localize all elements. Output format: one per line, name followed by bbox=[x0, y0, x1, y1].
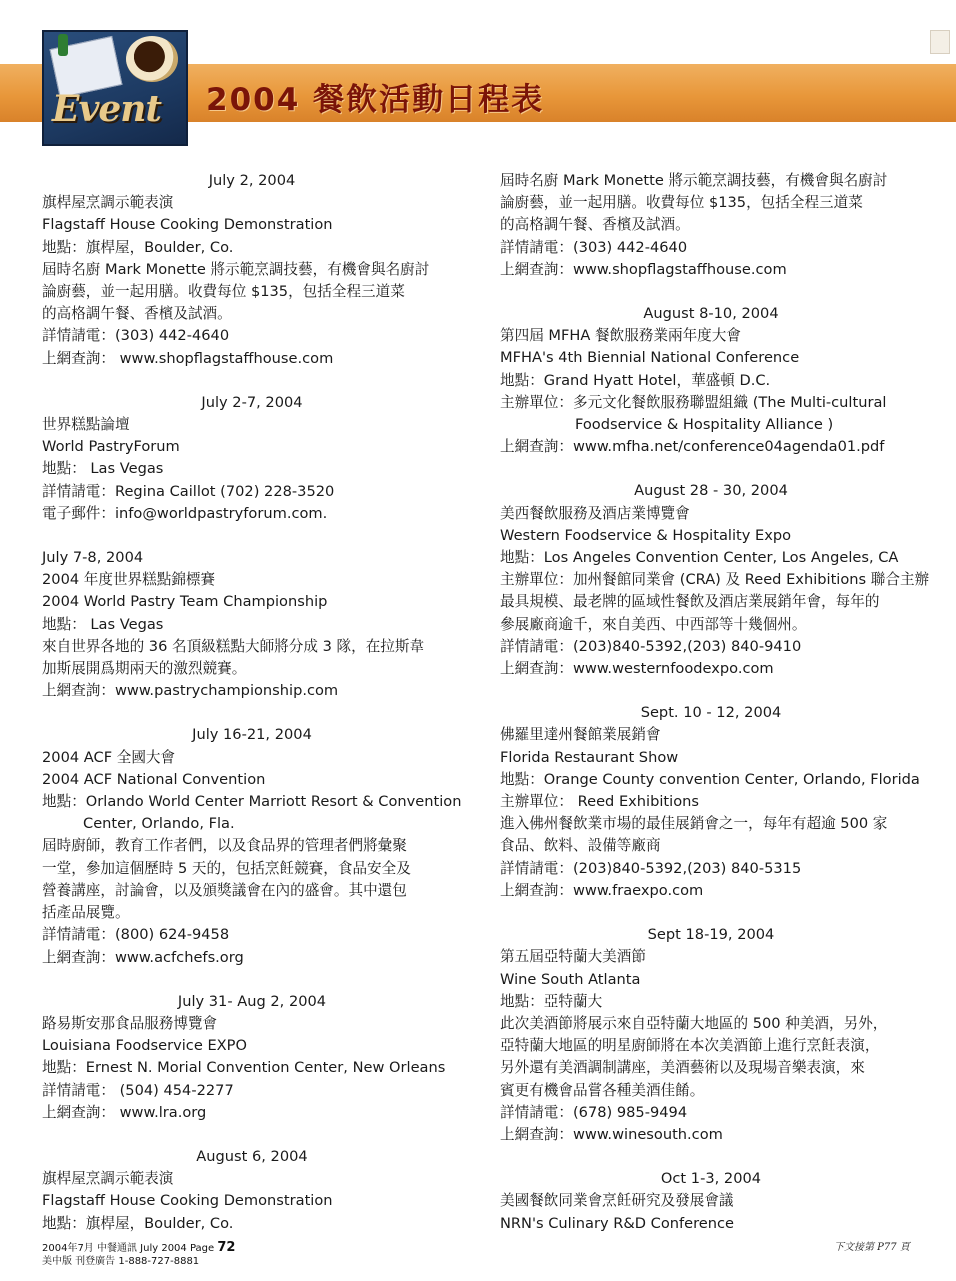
event-line: 賓更有機會品嘗各種美酒佳餚。 bbox=[500, 1081, 705, 1099]
event-line: 上網查詢：www.westernfoodexpo.com bbox=[500, 660, 774, 678]
event-line: 旗桿屋烹調示範表演 bbox=[42, 194, 174, 212]
event-line: 詳情請電：(203)840-5392,(203) 840-9410 bbox=[500, 637, 802, 655]
event-line: MFHA's 4th Biennial National Conference bbox=[500, 349, 800, 367]
event-entry bbox=[42, 991, 462, 1124]
event-entry bbox=[500, 1168, 922, 1235]
event-line: 一堂，參加這個歷時 5 天的，包括烹飪競賽，食品安全及 bbox=[42, 859, 411, 877]
event-line: 詳情請電：(203)840-5392,(203) 840-5315 bbox=[500, 859, 802, 877]
event-entry bbox=[500, 170, 922, 281]
event-line: 地點：亞特蘭大 bbox=[500, 992, 603, 1010]
event-entry bbox=[42, 1146, 462, 1235]
event-line: 主辦單位： Reed Exhibitions bbox=[500, 793, 699, 811]
event-line: 地點：Los Angeles Convention Center, Los Angeles, CA bbox=[500, 549, 899, 567]
event-line: 詳情請電： (504) 454-2277 bbox=[42, 1081, 234, 1099]
event-line: 參展廠商逾千，來自美西、中西部等十幾個州。 bbox=[500, 615, 807, 633]
event-line: 上網查詢：www.acfchefs.org bbox=[42, 948, 244, 966]
event-line: 上網查詢：www.shopflagstaffhouse.com bbox=[500, 260, 787, 278]
event-line: 地點：Ernest N. Morial Convention Center, New Orleans bbox=[42, 1059, 446, 1077]
event-line: Flagstaff House Cooking Demonstration bbox=[42, 216, 333, 234]
footer-issue: 2004年7月 中餐通訊 July 2004 Page bbox=[42, 1243, 215, 1254]
event-line: 最具規模、最老牌的區域性餐飲及酒店業展銷年會，每年的 bbox=[500, 593, 880, 611]
event-date: Oct 1-3, 2004 bbox=[660, 1170, 762, 1188]
event-line: 的高格調午餐、香檳及試酒。 bbox=[42, 305, 232, 323]
event-line: 的高格調午餐、香檳及試酒。 bbox=[500, 216, 690, 234]
event-date: August 28 - 30, 2004 bbox=[634, 482, 788, 500]
event-line: 此次美酒節將展示來自亞特蘭大地區的 500 种美酒，另外， bbox=[500, 1014, 888, 1032]
logo-text: Event bbox=[52, 88, 162, 130]
event-entry bbox=[42, 170, 462, 370]
event-entry bbox=[42, 392, 462, 525]
event-line: 旗桿屋烹調示範表演 bbox=[42, 1170, 174, 1188]
event-line: 世界糕點論壇 bbox=[42, 416, 130, 434]
event-line: 屆時廚師，教育工作者們，以及食品界的管理者們將彙聚 bbox=[42, 837, 407, 855]
page-title: 2004 餐飲活動日程表 bbox=[206, 82, 545, 118]
event-line: 上網查詢：www.fraexpo.com bbox=[500, 881, 704, 899]
event-entry bbox=[500, 480, 930, 680]
event-line: 營養講座，討論會，以及頒獎議會在內的盛會。其中還包 bbox=[42, 881, 407, 899]
event-line: 路易斯安那食品服務博覽會 bbox=[42, 1014, 218, 1032]
event-line: 詳情請電：(303) 442-4640 bbox=[500, 238, 688, 256]
event-line: 來自世界各地的 36 名頂級糕點大師將分成 3 隊，在拉斯韋 bbox=[42, 637, 425, 655]
event-line: 地點：Orange County convention Center, Orlando, Florida bbox=[500, 770, 920, 788]
event-line: 地點：Orlando World Center Marriott Resort & Convention bbox=[42, 793, 462, 811]
event-line: 進入佛州餐飲業市場的最佳展銷會之一，每年有超逾 500 家 bbox=[500, 815, 888, 833]
event-line: 上網查詢：www.pastrychampionship.com bbox=[42, 682, 339, 700]
event-line: 上網查詢：www.winesouth.com bbox=[500, 1125, 723, 1143]
event-line: World PastryForum bbox=[42, 438, 180, 456]
event-logo bbox=[42, 30, 188, 146]
event-line: 地點： Las Vegas bbox=[42, 460, 164, 478]
event-date: July 2, 2004 bbox=[208, 172, 296, 189]
event-line: Florida Restaurant Show bbox=[500, 748, 679, 766]
page-edge-mark bbox=[930, 30, 950, 54]
event-line: Louisiana Foodservice EXPO bbox=[42, 1037, 247, 1055]
event-line: 主辦單位：多元文化餐飲服務聯盟組織 (The Multi-cultural bbox=[500, 393, 887, 411]
event-line: 主辦單位：加州餐館同業會 (CRA) 及 Reed Exhibitions 聯合主辦 bbox=[500, 571, 930, 589]
event-date: August 6, 2004 bbox=[196, 1147, 308, 1165]
event-line: 上網查詢： www.lra.org bbox=[42, 1103, 207, 1121]
event-line: 第五屆亞特蘭大美酒節 bbox=[500, 948, 646, 966]
event-entry bbox=[42, 724, 462, 968]
event-line: 食品、飲料、設備等廠商 bbox=[500, 837, 661, 855]
event-date: August 8-10, 2004 bbox=[643, 305, 779, 323]
event-line: 2004 ACF National Convention bbox=[42, 770, 266, 788]
event-line: 屆時名廚 Mark Monette 將示範烹調技藝，有機會與名廚討 bbox=[42, 260, 430, 278]
event-line: 詳情請電：(678) 985-9494 bbox=[500, 1103, 688, 1121]
event-line: 論廚藝，並一起用膳。收費每位 $135，包括全程三道菜 bbox=[500, 194, 863, 212]
page-number: 72 bbox=[217, 1240, 236, 1255]
event-line: 亞特蘭大地區的明星廚師將在本次美酒節上進行烹飪表演， bbox=[500, 1037, 880, 1055]
event-line: 2004 ACF 全國大會 bbox=[42, 748, 176, 766]
event-entry bbox=[500, 303, 922, 458]
event-line: 2004 年度世界糕點錦標賽 bbox=[42, 571, 216, 589]
event-line: 另外還有美酒調制講座，美酒藝術以及現場音樂表演，來 bbox=[500, 1059, 865, 1077]
event-line: 地點：Grand Hyatt Hotel，華盛頓 D.C. bbox=[500, 371, 771, 389]
event-entry bbox=[500, 702, 922, 902]
event-line: 上網查詢：www.mfha.net/conference04agenda01.pdf bbox=[500, 438, 885, 456]
continued-note: 下文接第 P77 頁 bbox=[834, 1242, 910, 1253]
right-column bbox=[500, 170, 930, 1257]
event-line: 論廚藝，並一起用膳。收費每位 $135，包括全程三道菜 bbox=[42, 283, 405, 301]
event-line: 詳情請電：(303) 442-4640 bbox=[42, 327, 230, 345]
event-line: 詳情請電：(800) 624-9458 bbox=[42, 926, 230, 944]
event-line: 上網查詢： www.shopflagstaffhouse.com bbox=[42, 349, 334, 367]
event-line: Wine South Atlanta bbox=[500, 970, 641, 988]
event-line: 加斯展開爲期兩天的激烈競賽。 bbox=[42, 660, 247, 678]
event-line: 佛羅里達州餐館業展銷會 bbox=[500, 726, 661, 744]
event-date: July 16-21, 2004 bbox=[192, 726, 312, 744]
event-line: 地點： Las Vegas bbox=[42, 615, 164, 633]
event-line: Center, Orlando, Fla. bbox=[83, 815, 235, 833]
footer-line-1 bbox=[42, 1241, 235, 1255]
event-entry bbox=[42, 547, 462, 702]
event-line: 美國餐飲同業會烹飪研究及發展會議 bbox=[500, 1192, 734, 1210]
event-line: 2004 World Pastry Team Championship bbox=[42, 593, 328, 611]
event-line: Western Foodservice & Hospitality Expo bbox=[500, 526, 792, 544]
event-line: Flagstaff House Cooking Demonstration bbox=[42, 1192, 333, 1210]
event-line: 美西餐飲服務及酒店業博覽會 bbox=[500, 504, 690, 522]
event-date: Sept. 10 - 12, 2004 bbox=[640, 704, 782, 722]
event-line: Foodservice & Hospitality Alliance ) bbox=[575, 416, 834, 434]
pushpin-icon bbox=[58, 34, 68, 56]
event-line: 第四屆 MFHA 餐飲服務業兩年度大會 bbox=[500, 327, 741, 345]
event-line: 括產品展覽。 bbox=[42, 904, 130, 922]
event-line: 屆時名廚 Mark Monette 將示範烹調技藝，有機會與名廚討 bbox=[500, 172, 888, 189]
event-date: July 2-7, 2004 bbox=[201, 393, 303, 411]
event-line: NRN's Culinary R&D Conference bbox=[500, 1214, 735, 1232]
page-footer bbox=[42, 1241, 235, 1268]
event-entry bbox=[500, 924, 922, 1146]
event-date: July 31- Aug 2, 2004 bbox=[177, 992, 327, 1010]
event-line: 地點：旗桿屋，Boulder, Co. bbox=[42, 1214, 234, 1232]
event-line: 地點：旗桿屋，Boulder, Co. bbox=[42, 238, 234, 256]
event-line: 電子郵件：info@worldpastryforum.com. bbox=[42, 504, 328, 522]
event-line: 詳情請電：Regina Caillot (702) 228-3520 bbox=[42, 482, 335, 500]
left-column bbox=[42, 170, 462, 1257]
event-date: July 7-8, 2004 bbox=[42, 549, 144, 567]
event-date: Sept 18-19, 2004 bbox=[647, 926, 775, 944]
footer-line-2: 美中版 刊登廣告 1-888-727-8881 bbox=[42, 1256, 200, 1267]
coffee-cup-icon bbox=[126, 36, 178, 82]
